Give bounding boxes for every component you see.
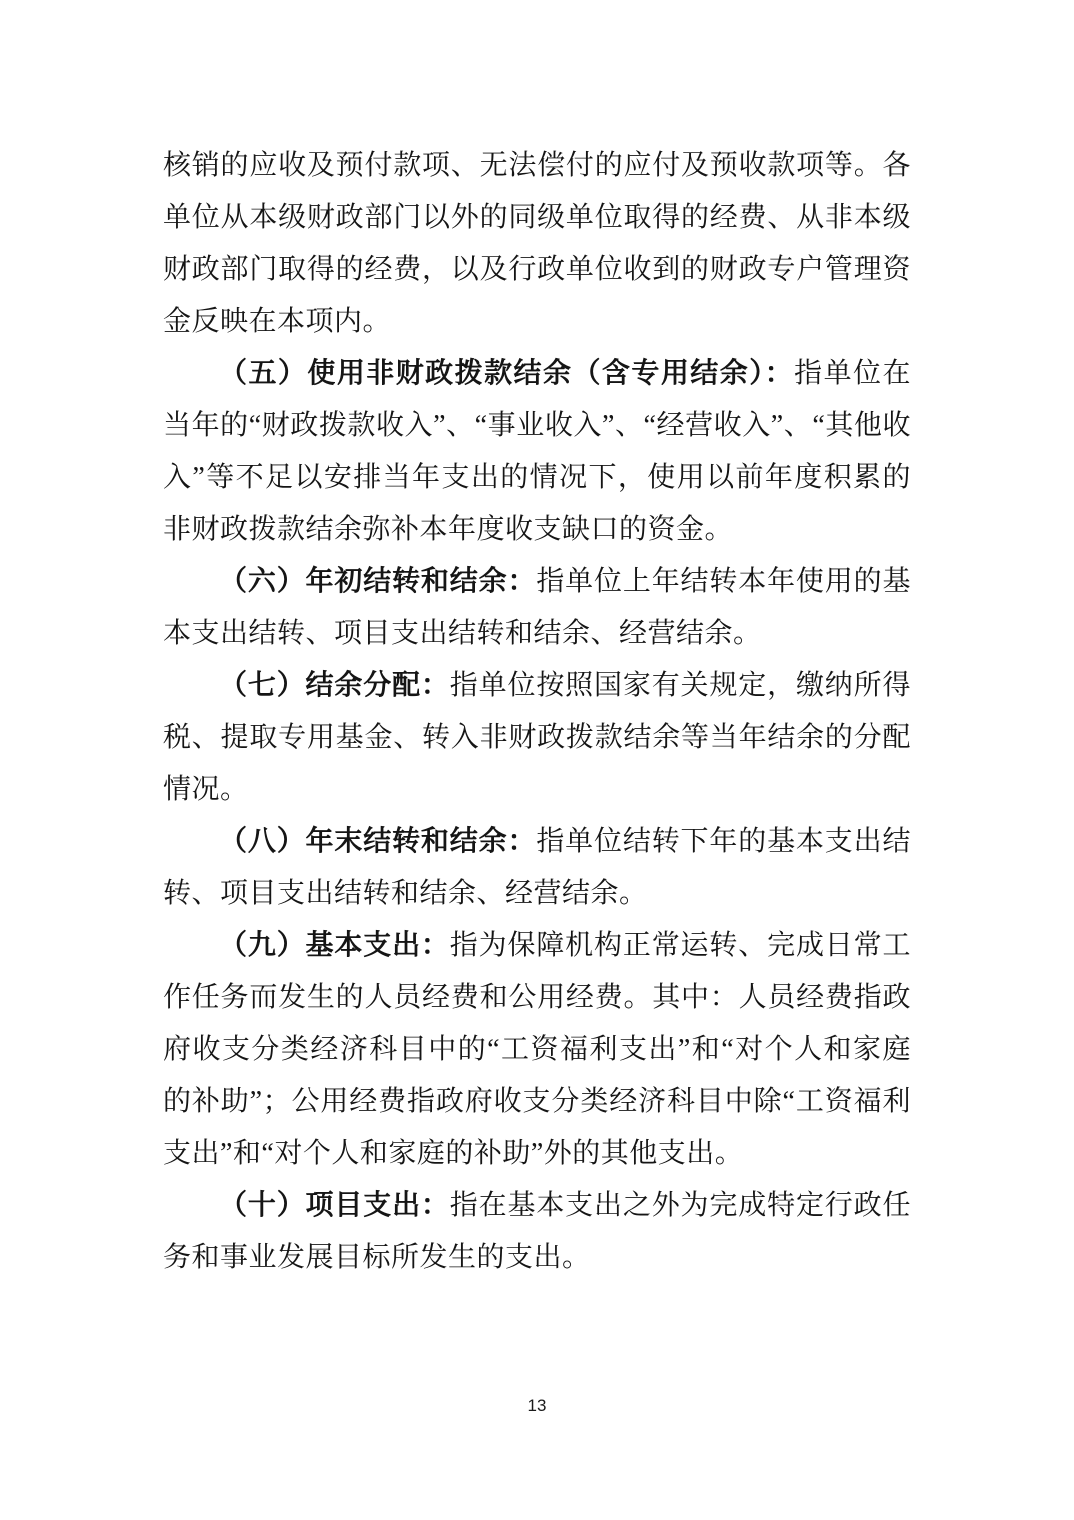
paragraph-lead: （六）年初结转和结余： xyxy=(219,566,537,597)
paragraph-body: 指为保障机构正常运转、完成日常工作任务而发生的人员经费和公用经费。其中：人员经费指政府收支分类经济科目中的“工资福利支出”和“对个人和家庭的补助”；公用经费指政府收支分类经济科目中除“工资福利支出”和“对个人和家庭的补助”外的其他支出。 xyxy=(163,930,911,1169)
paragraph-item-5 xyxy=(163,348,911,556)
paragraph-item-8 xyxy=(163,816,911,920)
paragraph-lead: （七）结余分配： xyxy=(219,670,450,701)
document-body xyxy=(163,140,911,1284)
paragraph-body: 指单位在当年的“财政拨款收入”、“事业收入”、“经营收入”、“其他收入”等不足以安排当年支出的情况下，使用以前年度积累的非财政拨款结余弥补本年度收支缺口的资金。 xyxy=(163,358,911,545)
paragraph-body: 核销的应收及预付款项、无法偿付的应付及预收款项等。各单位从本级财政部门以外的同级单位取得的经费、从非本级财政部门取得的经费，以及行政单位收到的财政专户管理资金反映在本项内。 xyxy=(163,150,911,337)
paragraph-item-9 xyxy=(163,920,911,1180)
paragraph-body: 指在基本支出之外为完成特定行政任务和事业发展目标所发生的支出。 xyxy=(163,1190,911,1273)
paragraph-lead: （五）使用非财政拨款结余（含专用结余）： xyxy=(219,358,795,389)
paragraph-continuation xyxy=(163,140,911,348)
paragraph-item-10 xyxy=(163,1180,911,1284)
paragraph-item-7 xyxy=(163,660,911,816)
paragraph-body: 指单位上年结转本年使用的基本支出结转、项目支出结转和结余、经营结余。 xyxy=(163,566,911,649)
paragraph-lead: （九）基本支出： xyxy=(219,930,450,961)
page-number: 13 xyxy=(527,1396,547,1415)
paragraph-body: 指单位按照国家有关规定，缴纳所得税、提取专用基金、转入非财政拨款结余等当年结余的分配情况。 xyxy=(163,670,911,805)
paragraph-lead: （八）年末结转和结余： xyxy=(219,826,537,857)
paragraph-body: 指单位结转下年的基本支出结转、项目支出结转和结余、经营结余。 xyxy=(163,826,911,909)
paragraph-item-6 xyxy=(163,556,911,660)
page-footer xyxy=(0,1396,1074,1416)
paragraph-lead: （十）项目支出： xyxy=(219,1190,450,1221)
